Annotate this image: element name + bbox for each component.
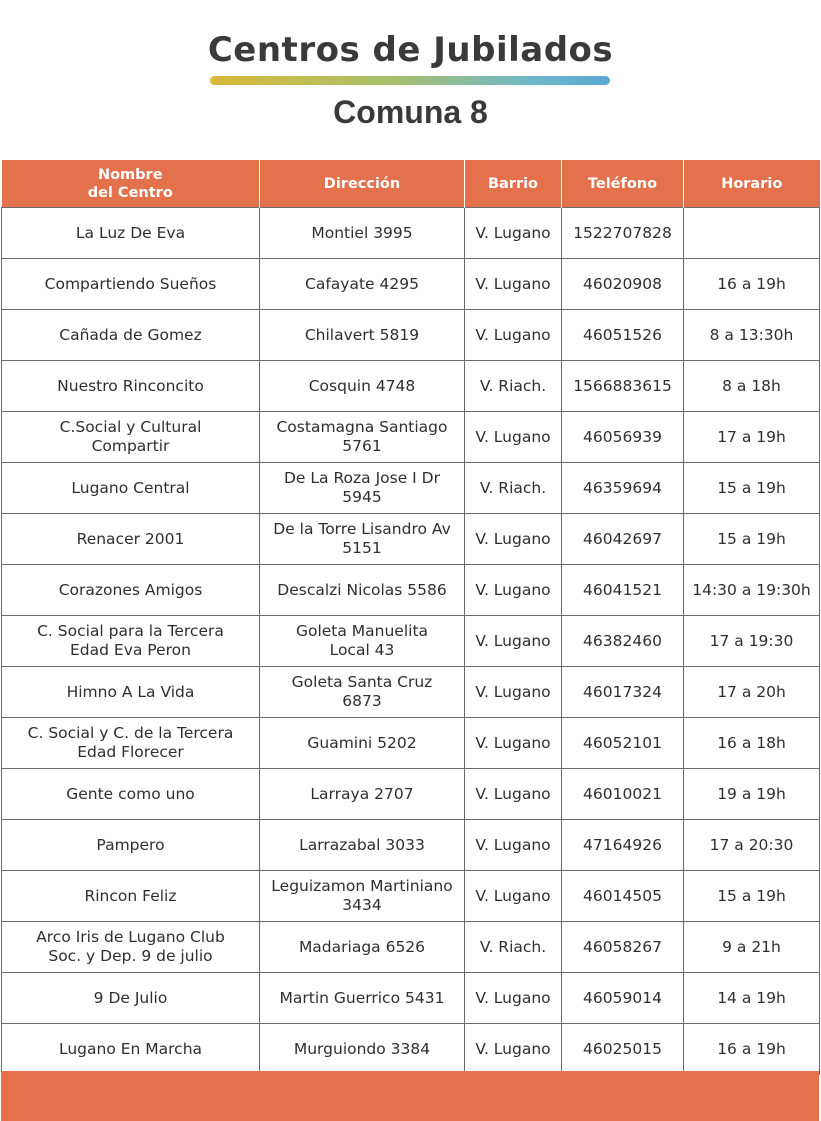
cell-barrio: V. Lugano	[465, 820, 562, 871]
cell-barrio: V. Lugano	[465, 973, 562, 1024]
cell-direccion: Larraya 2707	[260, 769, 465, 820]
cell-telefono: 46020908	[562, 259, 684, 310]
cell-direccion: Goleta Santa Cruz 6873	[260, 667, 465, 718]
cell-direccion: De La Roza Jose I Dr 5945	[260, 463, 465, 514]
cell-nombre: 9 De Julio	[2, 973, 260, 1024]
table-row	[2, 463, 820, 514]
cell-horario: 17 a 20:30	[684, 820, 820, 871]
cell-telefono: 46051526	[562, 310, 684, 361]
cell-direccion: Larrazabal 3033	[260, 820, 465, 871]
cell-barrio: V. Lugano	[465, 412, 562, 463]
table-row	[2, 310, 820, 361]
cell-telefono: 46017324	[562, 667, 684, 718]
cell-direccion: Murguiondo 3384	[260, 1024, 465, 1075]
page-subtitle: Comuna 8	[333, 94, 488, 130]
column-header-direccion: Dirección	[260, 160, 465, 208]
table-row	[2, 208, 820, 259]
cell-barrio: V. Lugano	[465, 1024, 562, 1075]
cell-barrio: V. Lugano	[465, 718, 562, 769]
cell-horario: 8 a 18h	[684, 361, 820, 412]
page-title: Centros de Jubilados	[207, 30, 614, 70]
cell-telefono: 46025015	[562, 1024, 684, 1075]
cell-barrio: V. Lugano	[465, 769, 562, 820]
cell-horario: 17 a 20h	[684, 667, 820, 718]
table-row	[2, 361, 820, 412]
cell-direccion: Cosquin 4748	[260, 361, 465, 412]
table-row	[2, 412, 820, 463]
cell-direccion: Goleta Manuelita Local 43	[260, 616, 465, 667]
cell-telefono: 1522707828	[562, 208, 684, 259]
cell-horario: 15 a 19h	[684, 463, 820, 514]
footer-bar	[1, 1071, 819, 1121]
cell-direccion: Guamini 5202	[260, 718, 465, 769]
title-underline-gradient	[210, 76, 610, 85]
cell-nombre: La Luz De Eva	[2, 208, 260, 259]
cell-nombre: Rincon Feliz	[2, 871, 260, 922]
table-body	[2, 208, 820, 1075]
cell-direccion: Montiel 3995	[260, 208, 465, 259]
cell-nombre: Renacer 2001	[2, 514, 260, 565]
cell-direccion: Cafayate 4295	[260, 259, 465, 310]
cell-direccion: Madariaga 6526	[260, 922, 465, 973]
table-row	[2, 616, 820, 667]
cell-horario: 15 a 19h	[684, 871, 820, 922]
column-header-horario: Horario	[684, 160, 820, 208]
cell-horario	[684, 208, 820, 259]
table-header	[2, 160, 820, 208]
cell-telefono: 46052101	[562, 718, 684, 769]
cell-direccion: Costamagna Santiago 5761	[260, 412, 465, 463]
cell-horario: 9 a 21h	[684, 922, 820, 973]
cell-nombre: C. Social para la Tercera Edad Eva Peron	[2, 616, 260, 667]
cell-barrio: V. Riach.	[465, 463, 562, 514]
cell-nombre: Corazones Amigos	[2, 565, 260, 616]
cell-nombre: Cañada de Gomez	[2, 310, 260, 361]
cell-telefono: 46059014	[562, 973, 684, 1024]
cell-barrio: V. Lugano	[465, 667, 562, 718]
cell-telefono: 47164926	[562, 820, 684, 871]
cell-barrio: V. Lugano	[465, 514, 562, 565]
centros-table	[1, 160, 820, 1075]
cell-horario: 17 a 19h	[684, 412, 820, 463]
table-row	[2, 565, 820, 616]
column-header-telefono: Teléfono	[562, 160, 684, 208]
table-row	[2, 667, 820, 718]
table-row	[2, 259, 820, 310]
cell-telefono: 1566883615	[562, 361, 684, 412]
cell-direccion: Descalzi Nicolas 5586	[260, 565, 465, 616]
cell-barrio: V. Lugano	[465, 616, 562, 667]
cell-horario: 16 a 19h	[684, 1024, 820, 1075]
table-row	[2, 922, 820, 973]
header-row	[2, 160, 820, 208]
cell-barrio: V. Riach.	[465, 361, 562, 412]
cell-barrio: V. Lugano	[465, 208, 562, 259]
cell-barrio: V. Riach.	[465, 922, 562, 973]
cell-direccion: De la Torre Lisandro Av 5151	[260, 514, 465, 565]
cell-barrio: V. Lugano	[465, 565, 562, 616]
cell-barrio: V. Lugano	[465, 310, 562, 361]
cell-horario: 8 a 13:30h	[684, 310, 820, 361]
table-row	[2, 1024, 820, 1075]
cell-telefono: 46010021	[562, 769, 684, 820]
cell-telefono: 46382460	[562, 616, 684, 667]
table-row	[2, 718, 820, 769]
cell-horario: 16 a 18h	[684, 718, 820, 769]
cell-barrio: V. Lugano	[465, 259, 562, 310]
cell-nombre: Lugano Central	[2, 463, 260, 514]
cell-telefono: 46359694	[562, 463, 684, 514]
cell-horario: 16 a 19h	[684, 259, 820, 310]
table-row	[2, 514, 820, 565]
cell-direccion: Chilavert 5819	[260, 310, 465, 361]
column-header-nombre: Nombre del Centro	[2, 160, 260, 208]
table-row	[2, 973, 820, 1024]
column-header-barrio: Barrio	[465, 160, 562, 208]
cell-nombre: Arco Iris de Lugano Club Soc. y Dep. 9 de julio	[2, 922, 260, 973]
cell-direccion: Leguizamon Martiniano 3434	[260, 871, 465, 922]
table-row	[2, 769, 820, 820]
cell-horario: 15 a 19h	[684, 514, 820, 565]
cell-telefono: 46041521	[562, 565, 684, 616]
cell-telefono: 46014505	[562, 871, 684, 922]
cell-horario: 14 a 19h	[684, 973, 820, 1024]
cell-direccion: Martin Guerrico 5431	[260, 973, 465, 1024]
cell-nombre: Himno A La Vida	[2, 667, 260, 718]
cell-barrio: V. Lugano	[465, 871, 562, 922]
cell-telefono: 46058267	[562, 922, 684, 973]
cell-telefono: 46042697	[562, 514, 684, 565]
cell-horario: 17 a 19:30	[684, 616, 820, 667]
table-row	[2, 871, 820, 922]
table-row	[2, 820, 820, 871]
cell-nombre: Gente como uno	[2, 769, 260, 820]
cell-nombre: C. Social y C. de la Tercera Edad Florecer	[2, 718, 260, 769]
cell-nombre: Compartiendo Sueños	[2, 259, 260, 310]
cell-horario: 14:30 a 19:30h	[684, 565, 820, 616]
cell-telefono: 46056939	[562, 412, 684, 463]
cell-horario: 19 a 19h	[684, 769, 820, 820]
cell-nombre: Pampero	[2, 820, 260, 871]
cell-nombre: Lugano En Marcha	[2, 1024, 260, 1075]
cell-nombre: Nuestro Rinconcito	[2, 361, 260, 412]
cell-nombre: C.Social y Cultural Compartir	[2, 412, 260, 463]
